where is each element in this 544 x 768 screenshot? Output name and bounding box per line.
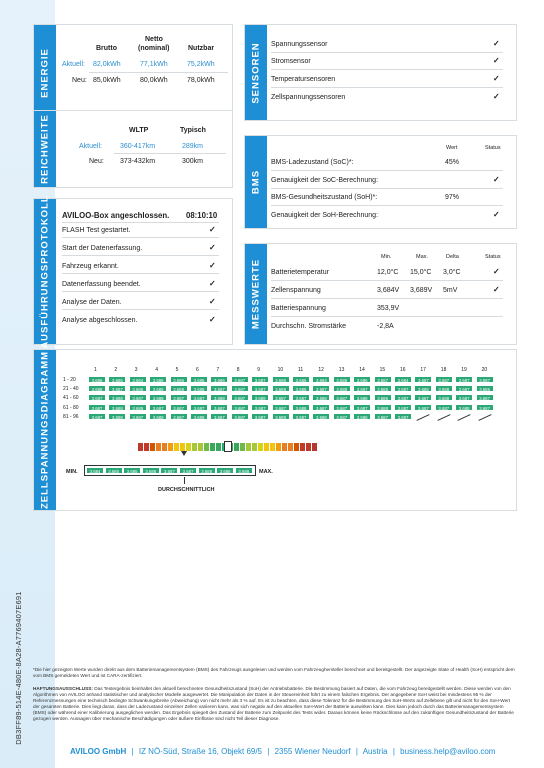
bms-card: [244, 135, 517, 229]
bms-row-label: Genauigkeit der SoH-Berechnung:: [271, 212, 379, 219]
scale-segment: [300, 443, 305, 451]
legend-value-cell: 3.685: [105, 467, 123, 474]
scale-segment: [216, 443, 221, 451]
cell-voltage: 3.688: [374, 385, 392, 392]
cell-voltage: 3.687: [455, 376, 473, 383]
cell-column-number: 17: [420, 367, 426, 373]
cell-column-number: 15: [379, 367, 386, 373]
check-icon: ✓: [493, 210, 500, 219]
cell-row-label: 1 - 20: [63, 377, 76, 383]
cell-voltage: 3.688: [210, 394, 228, 401]
cell-voltage: 3.687: [292, 413, 310, 420]
protocol-divider: [62, 309, 219, 310]
cell-voltage: 3.687: [414, 394, 432, 401]
meas-row-label: Batteriespannung: [271, 305, 326, 312]
cell-voltage: 3.687: [435, 404, 453, 411]
footer-email[interactable]: business.help@aviloo.com: [400, 747, 496, 756]
scale-segment: [240, 443, 245, 451]
check-icon: ✓: [493, 92, 500, 101]
range-new-wltp: 373-432km: [120, 158, 156, 165]
cell-voltage: 3.687: [88, 394, 106, 401]
cell-voltage: 3.686: [170, 376, 188, 383]
cell-voltage: 3.688: [353, 413, 371, 420]
cell-voltage: 3.687: [374, 376, 392, 383]
scale-segment: [294, 443, 299, 451]
legend-cells: [86, 467, 256, 474]
disclaimer-body: Das Testergebnis beinhaltet den aktuell berechneten Gesundheitszustand (SoH) der Antriebsbatterie. Die Bestimmung basiert auf Daten, die vom Fahrzeug bereitgestellt werden. Diese werden von den Algorithmen von AVILOO anhand statistischer und analytischer Modelle ausgewertet. Die Manipulation der Daten in der Steuereinheit führt zu einem falschen Ergebnis. Der angegebene SoH weist bei mindestens 95 % der Referenzmessungen eine technisch bedingte Schwankungsbreite (Abweichung) von nicht mehr als 3 % auf. Es ist zu beachten, dass diese Toleranz für die Bestimmung des SoH-Werts auf Zellebene gilt und nicht für den SoH-Wert der gesamten Batterie. Dies liegt daran, dass der Ladezustand einzelner Zellen variieren kann, was sich negativ auf den aktuellen SoH-Wert der Batterie auswirken kann. Dies kann jedoch durch das Batteriemanagementsystem (BMS) oder während einer Kalibrierung ausgeglichen werden. Das Ergebnis spiegelt den Zustand der Batterie zum Zeitpunkt des Tests wider. Daraus können keine Rückschlüsse auf den zukünftigen Gesundheitszustand der Batterie gezogen werden. Aussagen über mechanische Beschädigungen oder äußere Einflüsse sind nicht Teil dieser Diagnose.: [33, 686, 514, 721]
cell-voltage: 3.686: [88, 376, 106, 383]
cell-voltage: 3.688: [190, 413, 208, 420]
protocol-item: FLASH Test gestartet.: [62, 227, 131, 234]
meas-row-delta: 3,0°C: [443, 269, 461, 276]
range-col-wltp: WLTP: [129, 127, 149, 134]
cell-voltage: 3.686: [476, 385, 494, 392]
cell-voltage: 3.687: [414, 404, 432, 411]
range-current-typical: 289km: [182, 143, 204, 150]
legend-value-cell: 3.687: [160, 467, 178, 474]
energy-new-nutzbar: 78,0kWh: [187, 77, 215, 84]
energy-tab: ENERGIE: [34, 25, 56, 120]
bms-divider: [271, 188, 503, 189]
protocol-header-time: 08:10:10: [186, 211, 218, 220]
cell-voltage: 3.687: [394, 385, 412, 392]
scale-segment: [204, 443, 209, 451]
protocol-item: Analyse der Daten.: [62, 299, 122, 306]
meas-row-value: 353,9V: [377, 305, 400, 312]
check-icon: ✓: [493, 56, 500, 65]
bms-row-value: 97%: [445, 194, 460, 201]
cell-voltage: 3.687: [455, 385, 473, 392]
cell-voltage: 3.687: [333, 404, 351, 411]
cell-voltage: 3.686: [414, 385, 432, 392]
cell-voltage: 3.687: [435, 376, 453, 383]
cell-voltage: 3.687: [312, 404, 330, 411]
cell-voltage: 3.687: [231, 376, 249, 383]
empty-cell-dash: [437, 414, 450, 421]
cell-voltage: 3.687: [251, 413, 269, 420]
scale-marker: [224, 441, 232, 452]
cell-voltage: 3.687: [476, 394, 494, 401]
legend-max-label: MAX.: [259, 469, 273, 475]
check-icon: ✓: [209, 243, 216, 252]
scale-segment: [246, 443, 251, 451]
cell-voltage: 3.687: [210, 385, 228, 392]
meas-row-max: 15,0°C: [410, 269, 432, 276]
energy-new-netto: 80,0kWh: [140, 77, 168, 84]
cell-voltage: 3.688: [312, 394, 330, 401]
measurements-card: [244, 243, 517, 345]
bms-col-status: Status: [485, 145, 501, 151]
scale-segment: [282, 443, 287, 451]
range-new-typical: 300km: [182, 158, 204, 165]
cell-voltage: 3.687: [108, 385, 126, 392]
meas-divider: [271, 280, 503, 281]
cell-voltage: 3.687: [251, 376, 269, 383]
cell-voltage: 3.684: [129, 376, 147, 383]
cell-column-number: 1: [94, 367, 97, 373]
scale-segment: [192, 443, 197, 451]
sensor-item: Temperatursensoren: [271, 76, 336, 83]
cell-voltage: 3.687: [414, 376, 432, 383]
protocol-card: [33, 194, 233, 349]
cell-voltage: 3.686: [272, 376, 290, 383]
cell-voltage: 3.684: [312, 376, 330, 383]
cell-voltage: 3.687: [149, 404, 167, 411]
cell-voltage: 3.688: [149, 413, 167, 420]
cell-voltage: 3.688: [435, 385, 453, 392]
scale-segment: [168, 443, 173, 451]
range-col-typical: Typisch: [180, 127, 206, 134]
check-icon: ✓: [209, 261, 216, 270]
scale-segment: [138, 443, 143, 451]
range-tab: REICHWEITE: [34, 111, 56, 187]
meas-col-status: Status: [485, 254, 501, 260]
energy-col-nutzbar: Nutzbar: [188, 45, 215, 52]
cell-voltage: 3.687: [476, 404, 494, 411]
cell-voltage: 3.687: [231, 413, 249, 420]
scale-segment: [180, 443, 185, 451]
scale-segment: [270, 443, 275, 451]
bms-divider: [271, 205, 503, 206]
cell-voltage: 3.684: [394, 376, 412, 383]
cell-column-number: 18: [440, 367, 447, 373]
cell-voltage: 3.687: [170, 394, 188, 401]
protocol-divider: [62, 222, 219, 223]
scale-segment: [156, 443, 161, 451]
meas-row-label: Zellenspannung: [271, 287, 321, 294]
check-icon: ✓: [209, 315, 216, 324]
cell-row-label: 21 - 40: [63, 386, 79, 393]
check-icon: ✓: [209, 225, 216, 234]
cell-voltage: 3.688: [272, 385, 290, 392]
cell-row-label: 81 - 96: [63, 413, 79, 420]
footer-city: 2355 Wiener Neudorf: [274, 747, 351, 756]
cell-voltage: 3.686: [129, 385, 147, 392]
cell-voltage: 3.688: [190, 385, 208, 392]
cell-voltage: 3.687: [374, 413, 392, 420]
cell-voltage-grid: [34, 350, 516, 510]
sensors-card: [244, 24, 517, 121]
protocol-item: Start der Datenerfassung.: [62, 245, 143, 252]
scale-segment: [210, 443, 215, 451]
empty-cell-dash: [417, 414, 430, 421]
cell-voltage: 3.688: [312, 413, 330, 420]
cell-voltage: 3.688: [374, 404, 392, 411]
sensor-item: Spannungssensor: [271, 41, 328, 48]
cell-voltage: 3.689: [251, 394, 269, 401]
energy-new-label: Neu:: [72, 77, 87, 84]
footer: [70, 747, 510, 759]
check-icon: ✓: [209, 279, 216, 288]
avg-pointer-line: [184, 477, 185, 484]
cell-column-number: 10: [277, 367, 284, 373]
cell-voltage: 3.687: [394, 404, 412, 411]
cell-row-label: 61 - 80: [63, 404, 79, 411]
sensor-divider: [271, 87, 503, 88]
empty-cell-dash: [478, 414, 491, 421]
range-divider: [114, 153, 226, 154]
legend-value-cell: 3.684: [86, 467, 104, 474]
bms-tab: BMS: [245, 136, 267, 228]
legend-value-cell: 3.689: [235, 467, 253, 474]
range-new-label: Neu:: [89, 158, 104, 165]
protocol-divider: [62, 273, 219, 274]
cell-column-number: 4: [155, 367, 158, 373]
energy-current-brutto: 82,0kWh: [93, 61, 121, 68]
footnote-text: *Die hier gezeigten Werte wurden direkt aus dem Batteriemanagementsystem (BMS) des Fahrzeugs ausgelesen und werden vom Fahrzeughersteller berechnet und bereitgestellt. Der angezeigte State of Health (SoH) entspricht dem vom BMS gemeldeten Wert und ist CARA-zertifiziert.: [33, 667, 515, 678]
bms-row-label: BMS-Ladezustand (SoC)*:: [271, 159, 354, 166]
legend-average-label: DURCHSCHNITTLICH: [158, 487, 215, 493]
scale-segment: [174, 443, 179, 451]
meas-row-value: -2,8A: [377, 323, 394, 330]
cell-voltage: 3.686: [292, 376, 310, 383]
check-icon: ✓: [493, 74, 500, 83]
cell-voltage: 3.687: [292, 394, 310, 401]
energy-card: [33, 24, 233, 121]
sensor-item: Zellspannungssensoren: [271, 94, 346, 101]
empty-cell-dash: [458, 414, 471, 421]
cell-voltage: 3.687: [251, 385, 269, 392]
cell-voltage: 3.686: [149, 376, 167, 383]
legend-value-cell: 3.687: [179, 467, 197, 474]
protocol-item: Analyse abgeschlossen.: [62, 317, 138, 324]
meas-row-min: 12,0°C: [377, 269, 399, 276]
meas-row-min: 3,684V: [377, 287, 400, 294]
cell-voltage: 3.686: [374, 394, 392, 401]
check-icon: ✓: [209, 297, 216, 306]
protocol-divider: [62, 237, 219, 238]
cell-voltage: 3.688: [108, 404, 126, 411]
check-icon: ✓: [493, 175, 500, 184]
cell-voltage: 3.687: [231, 404, 249, 411]
cell-voltage: 3.688: [353, 394, 371, 401]
cell-voltage: 3.687: [251, 404, 269, 411]
sensors-tab: SENSOREN: [245, 25, 267, 120]
scale-segment: [234, 443, 239, 451]
cell-voltage: 3.687: [312, 385, 330, 392]
footer-separator: |: [131, 747, 134, 756]
scale-segment: [306, 443, 311, 451]
energy-col-netto: Netto: [145, 36, 163, 43]
cell-voltage: 3.687: [210, 404, 228, 411]
meas-divider: [271, 298, 503, 299]
scale-segment: [312, 443, 317, 451]
protocol-divider: [62, 291, 219, 292]
scale-segment: [252, 443, 257, 451]
meas-row-label: Durchschn. Stromstärke: [271, 323, 347, 330]
cell-voltage: 3.686: [190, 376, 208, 383]
cell-column-number: 16: [400, 367, 406, 373]
sensor-divider: [271, 69, 503, 70]
scale-segment: [258, 443, 263, 451]
cell-column-number: 19: [461, 367, 467, 373]
energy-current-label: Aktuell:: [62, 61, 85, 68]
cell-voltage: 3.689: [129, 404, 147, 411]
cell-voltage: 3.688: [435, 394, 453, 401]
cell-voltage: 3.687: [210, 413, 228, 420]
cell-column-number: 13: [338, 367, 345, 373]
cell-voltage: 3.687: [190, 404, 208, 411]
energy-new-brutto: 85,0kWh: [93, 77, 121, 84]
cell-voltage: 3.687: [231, 385, 249, 392]
cell-column-number: 7: [216, 367, 220, 373]
meas-col-delta: Delta: [446, 254, 459, 260]
disclaimer: [33, 686, 515, 722]
cell-column-number: 9: [257, 367, 260, 373]
bms-row-label: BMS-Gesundheitszustand (SoH)*:: [271, 194, 378, 201]
sensor-item: Stromsensor: [271, 58, 311, 65]
cell-voltage: 3.687: [231, 394, 249, 401]
meas-row-delta: 5mV: [443, 287, 458, 294]
cell-column-number: 8: [236, 367, 240, 373]
cell-voltage: 3.688: [272, 413, 290, 420]
cell-voltage: 3.688: [88, 385, 106, 392]
cell-voltage: 3.686: [210, 376, 228, 383]
cell-voltage: 3.688: [292, 385, 310, 392]
energy-divider: [89, 72, 228, 73]
footer-address: IZ NÖ-Süd, Straße 16, Objekt 69/5: [138, 747, 263, 756]
scale-segment: [198, 443, 203, 451]
check-icon: ✓: [493, 267, 500, 276]
cell-column-number: 20: [481, 367, 488, 373]
scale-segment: [276, 443, 281, 451]
bms-row-label: Genauigkeit der SoC-Berechnung:: [271, 177, 379, 184]
cell-voltage: 3.688: [292, 404, 310, 411]
protocol-item: Fahrzeug erkannt.: [62, 263, 119, 270]
cell-voltage: 3.687: [455, 394, 473, 401]
scale-segment: [150, 443, 155, 451]
cell-voltage: 3.687: [394, 413, 412, 420]
measurements-tab: MESSWERTE: [245, 244, 267, 344]
protocol-tab: AUSFÜHRUNGSPROTOKOLL: [34, 199, 56, 344]
check-icon: ✓: [493, 39, 500, 48]
cell-voltage: 3.688: [108, 413, 126, 420]
cell-voltage: 3.688: [455, 404, 473, 411]
scale-segment: [144, 443, 149, 451]
cell-column-number: 5: [175, 367, 179, 373]
bms-col-value: Wert: [446, 145, 458, 151]
cell-voltage: 3.686: [149, 385, 167, 392]
cell-column-number: 14: [359, 367, 365, 373]
cell-voltage: 3.687: [129, 413, 147, 420]
energy-col-netto-sub: (nominal): [138, 45, 170, 52]
meas-row-label: Batterietemperatur: [271, 269, 329, 276]
meas-row-max: 3,689V: [410, 287, 433, 294]
cell-column-number: 2: [114, 367, 118, 373]
scale-segment: [186, 443, 191, 451]
energy-current-nutzbar: 75,2kWh: [187, 61, 215, 68]
energy-col-brutto: Brutto: [96, 45, 117, 52]
cell-diagram-tab: ZELLSPANNUNGSDIAGRAMM: [34, 350, 56, 510]
legend-value-cell: 3.688: [216, 467, 234, 474]
meas-divider: [271, 316, 503, 317]
cell-voltage: 3.687: [333, 394, 351, 401]
cell-voltage: 3.687: [272, 404, 290, 411]
protocol-divider: [62, 255, 219, 256]
cell-voltage: 3.687: [190, 394, 208, 401]
legend-value-cell: 3.685: [123, 467, 141, 474]
legend-min-label: MIN.: [66, 469, 78, 475]
avg-pointer-arrow: [181, 451, 187, 456]
scale-segment: [264, 443, 269, 451]
footer-country: Austria: [362, 747, 388, 756]
cell-voltage: 3.687: [333, 413, 351, 420]
cell-voltage: 3.687: [88, 413, 106, 420]
bms-divider: [271, 170, 503, 171]
cell-voltage: 3.687: [170, 413, 188, 420]
scale-segment: [162, 443, 167, 451]
footer-separator: |: [267, 747, 270, 756]
cell-voltage: 3.687: [88, 404, 106, 411]
protocol-item: Datenerfassung beendet.: [62, 281, 141, 288]
cell-voltage: 3.687: [353, 385, 371, 392]
cell-column-number: 3: [134, 367, 138, 373]
cell-voltage: 3.687: [272, 394, 290, 401]
disclaimer-lead: HAFTUNGSAUSSCHLUSS:: [33, 686, 93, 691]
cell-voltage: 3.686: [333, 376, 351, 383]
range-current-label: Aktuell:: [79, 143, 102, 150]
legend-value-cell: 3.686: [142, 467, 160, 474]
legend-value-cell: 3.688: [198, 467, 216, 474]
cell-column-number: 11: [298, 367, 304, 373]
cell-voltage: 3.687: [353, 404, 371, 411]
cell-column-number: 6: [196, 367, 199, 373]
footer-separator: |: [392, 747, 395, 756]
range-current-wltp: 360-417km: [120, 143, 156, 150]
cell-voltage: 3.687: [394, 394, 412, 401]
energy-current-netto: 77,1kWh: [140, 61, 168, 68]
document-id: DB3FF89-514E-480E-8A28-A7769407E691: [14, 591, 23, 745]
bms-row-value: 45%: [445, 159, 460, 166]
cell-voltage: 3.686: [353, 376, 371, 383]
cell-voltage: 3.688: [108, 394, 126, 401]
sensor-divider: [271, 52, 503, 53]
cell-voltage: 3.687: [476, 376, 494, 383]
footer-separator: |: [355, 747, 358, 756]
check-icon: ✓: [493, 285, 500, 294]
cell-voltage: 3.688: [170, 385, 188, 392]
cell-voltage: 3.687: [129, 394, 147, 401]
cell-voltage: 3.688: [333, 385, 351, 392]
cell-diagram-card: [33, 349, 517, 511]
scale-segment: [288, 443, 293, 451]
protocol-header-label: AVILOO-Box angeschlossen.: [62, 211, 170, 220]
meas-col-max: Max.: [416, 254, 428, 260]
cell-column-number: 12: [318, 367, 324, 373]
cell-voltage: 3.687: [170, 404, 188, 411]
cell-voltage: 3.686: [108, 376, 126, 383]
footer-company: AVILOO GmbH: [70, 747, 127, 756]
cell-voltage: 3.688: [149, 394, 167, 401]
meas-col-min: Min.: [381, 254, 392, 260]
cell-row-label: 41 - 60: [63, 395, 79, 402]
range-card: [33, 110, 233, 188]
